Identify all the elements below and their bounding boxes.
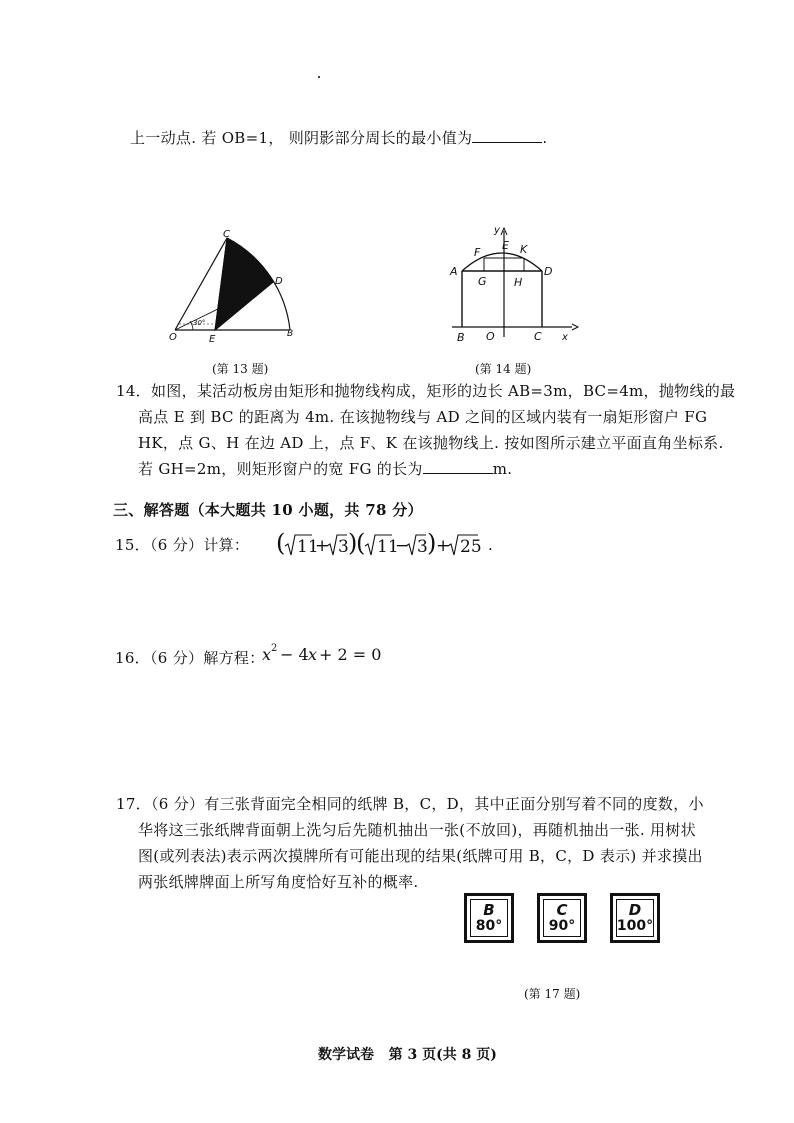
- q14-line1: 14．如图，某活动板房由矩形和抛物线构成，矩形的边长 AB=3m，BC=4m，抛物线的最: [116, 382, 736, 400]
- card-b-value: 80°: [475, 918, 503, 934]
- q17-line4: 两张纸牌牌面上所写角度恰好互补的概率.: [138, 873, 419, 891]
- svg-text:): ): [427, 529, 437, 557]
- svg-text:x: x: [308, 645, 318, 664]
- q14-line4-pre: 若 GH=2m，则矩形窗户的宽 FG 的长为: [138, 460, 423, 478]
- card-b: [464, 893, 514, 943]
- card-c-letter: C: [556, 901, 568, 919]
- fig14-label-c: C: [534, 330, 542, 343]
- svg-text:− 4: − 4: [280, 645, 309, 664]
- fig13-shaded-region: [215, 238, 273, 330]
- svg-text:−: −: [395, 536, 410, 556]
- fig14-caption: (第 14 题): [475, 362, 532, 376]
- q15-formula: [276, 528, 461, 560]
- q16-score: （6 分）: [150, 649, 204, 667]
- fig13-caption: (第 13 题): [212, 362, 269, 376]
- fig13-label-b: B: [287, 329, 294, 339]
- fig13-label-e: E: [209, 334, 216, 345]
- card-d-value: 100°: [616, 918, 654, 934]
- q13-tail-line: [130, 128, 547, 148]
- page-footer: [318, 1044, 497, 1064]
- q15-score: （6 分）: [150, 536, 204, 554]
- q17-caption: (第 17 题): [524, 987, 581, 1001]
- fig14-label-e: E: [502, 239, 509, 252]
- fig13-label-d: D: [275, 276, 283, 287]
- svg-text:2: 2: [271, 643, 278, 654]
- card-d-letter: D: [628, 901, 642, 919]
- fig13-label-o: O: [169, 332, 177, 343]
- q15-label: 计算：: [203, 536, 250, 554]
- q14-answer-blank[interactable]: [423, 459, 493, 474]
- svg-text:(: (: [356, 529, 366, 557]
- q17-line3: 图(或列表法)表示两次摸牌所有可能出现的结果(纸牌可用 B，C，D 表示) 并求摸出: [138, 847, 703, 865]
- q17-line2: 华将这三张纸牌背面朝上洗匀后先随机抽出一张(不放回)，再随机抽出一张. 用树状: [138, 821, 696, 839]
- svg-text:(: (: [276, 529, 286, 557]
- svg-text:+ 2 = 0: + 2 = 0: [319, 645, 382, 664]
- footer-page: 第 3 页(共 8 页): [388, 1047, 497, 1063]
- card-c-value: 90°: [548, 918, 576, 934]
- svg-text:11: 11: [377, 537, 399, 557]
- card-c: [537, 893, 587, 943]
- svg-text:+: +: [315, 536, 330, 556]
- q16-label: 解方程：: [203, 649, 265, 667]
- card-b-letter: B: [483, 901, 495, 919]
- fig14-label-d: D: [544, 265, 553, 278]
- q15-end: .: [488, 536, 494, 554]
- q16-line: [115, 648, 265, 668]
- footer-subject: 数学试卷: [318, 1047, 374, 1063]
- fig14-label-a: A: [450, 265, 458, 278]
- q15-number: 15．: [115, 536, 150, 554]
- fig14-label-k: K: [520, 243, 528, 256]
- scan-dot: [318, 76, 320, 78]
- q14-line4-post: m.: [492, 460, 513, 478]
- fig14-label-g: G: [478, 275, 487, 288]
- q15-sqrt25: [448, 528, 488, 560]
- fig14-label-h: H: [514, 276, 523, 289]
- fig14-label-b: B: [457, 331, 465, 344]
- fig14-label-y: y: [494, 225, 500, 236]
- figure-14: [444, 225, 584, 347]
- figure-13: [165, 228, 305, 348]
- svg-text:11: 11: [297, 537, 319, 557]
- q13-answer-blank[interactable]: [472, 128, 542, 143]
- q14-line2: 高点 E 到 BC 的距离为 4m. 在该抛物线与 AD 之间的区域内装有一扇矩形窗户 FG: [138, 408, 708, 426]
- fig14-label-x: x: [562, 332, 568, 343]
- q16-number: 16．: [115, 649, 150, 667]
- fig14-label-o: O: [486, 330, 495, 343]
- q13-tail-end: .: [542, 129, 548, 147]
- q16-equation: [262, 638, 382, 666]
- svg-text:+: +: [436, 536, 451, 556]
- svg-text:3: 3: [338, 537, 349, 557]
- section3-title: 三、解答题（本大题共 10 小题，共 78 分）: [113, 501, 423, 519]
- fig13-angle-label: 30°: [193, 319, 206, 327]
- q17-line1: 17．（6 分）有三张背面完全相同的纸牌 B，C，D，其中正面分别写着不同的度数，小: [116, 795, 704, 813]
- q13-tail-text: 上一动点. 若 OB=1， 则阴影部分周长的最小值为: [130, 129, 473, 147]
- svg-text:3: 3: [417, 537, 428, 557]
- svg-text:): ): [348, 529, 358, 557]
- card-d: [610, 893, 660, 943]
- fig14-x-arrow: [572, 324, 578, 330]
- q14-line4: [138, 459, 512, 479]
- svg-text:25: 25: [460, 537, 482, 557]
- fig14-label-f: F: [474, 246, 481, 259]
- q14-line3: HK，点 G、H 在边 AD 上，点 F、K 在该抛物线上. 按如图所示建立平面直角坐标系.: [138, 434, 724, 452]
- fig13-label-c: C: [223, 229, 230, 240]
- q15-line: [115, 535, 249, 555]
- svg-text:x: x: [262, 645, 272, 664]
